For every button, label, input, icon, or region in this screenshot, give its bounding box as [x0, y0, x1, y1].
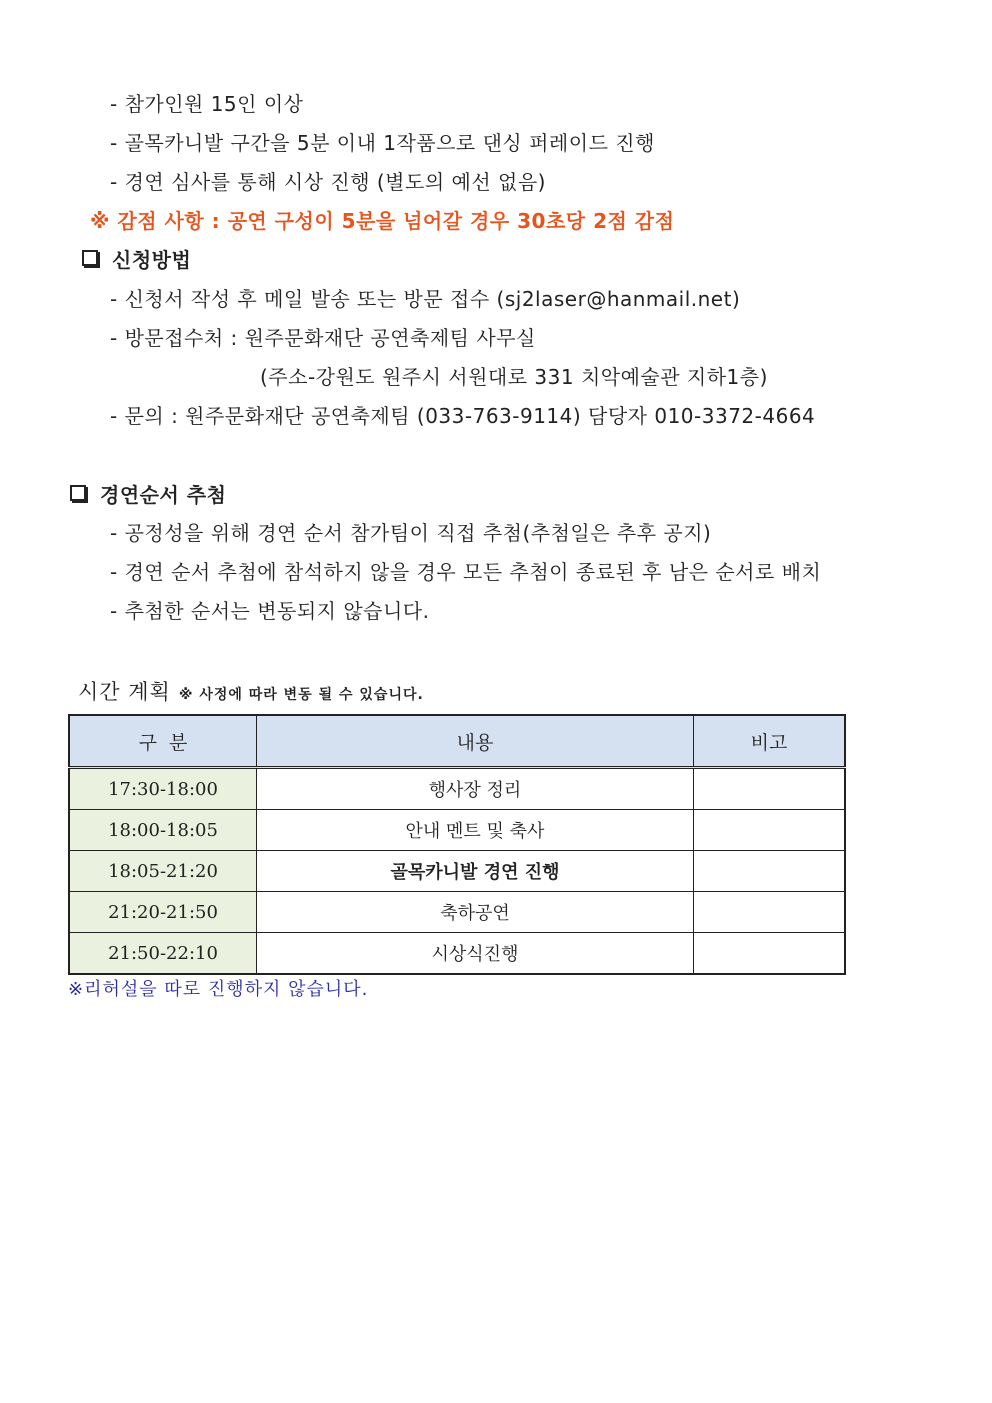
- time-cell: 17:30-18:00: [69, 768, 257, 810]
- header-content: 내용: [257, 715, 694, 768]
- header-section: 구 분: [69, 715, 257, 768]
- content-cell: 골목카니발 경연 진행: [257, 851, 694, 892]
- inquiry-line: - 문의 : 원주문화재단 공연축제팀 (033-763-9114) 담당자 010-3372-4664: [110, 404, 816, 428]
- content-cell: 축하공연: [257, 892, 694, 933]
- remark-cell: [694, 851, 846, 892]
- schedule-table: [68, 714, 846, 975]
- schedule-title: 시간 계획 ※ 사정에 따라 변동 될 수 있습니다.: [78, 680, 424, 704]
- remark-cell: [694, 933, 846, 975]
- checkbox-square-icon: [82, 250, 98, 266]
- table-row: [69, 933, 845, 975]
- header-remark: 비고: [694, 715, 846, 768]
- apply-heading: 신청방법: [82, 247, 191, 273]
- draw-absence-line: - 경연 순서 추첨에 참석하지 않을 경우 모든 추첨이 종료된 후 남은 순서로 배치: [110, 560, 822, 584]
- remark-cell: [694, 810, 846, 851]
- table-header-row: [69, 715, 845, 768]
- draw-heading: 경연순서 추첨: [70, 482, 226, 508]
- schedule-subtitle: ※ 사정에 따라 변동 될 수 있습니다.: [178, 687, 424, 703]
- rehearsal-note: ※리허설을 따로 진행하지 않습니다.: [68, 979, 369, 1000]
- address-line: (주소-강원도 원주시 서원대로 331 치악예술관 지하1층): [260, 365, 768, 389]
- table-row: [69, 768, 845, 810]
- draw-fixed-line: - 추첨한 순서는 변동되지 않습니다.: [110, 599, 430, 623]
- content-cell: 안내 멘트 및 축사: [257, 810, 694, 851]
- time-cell: 18:05-21:20: [69, 851, 257, 892]
- draw-fairness-line: - 공정성을 위해 경연 순서 참가팀이 직접 추첨(추첨일은 추후 공지): [110, 521, 712, 545]
- judging-line: - 경연 심사를 통해 시상 진행 (별도의 예선 없음): [110, 170, 546, 194]
- table-row: [69, 810, 845, 851]
- penalty-warning: ※ 감점 사항 : 공연 구성이 5분을 넘어갈 경우 30초당 2점 감점: [90, 209, 675, 233]
- table-row: [69, 851, 845, 892]
- content-cell: 행사장 정리: [257, 768, 694, 810]
- time-cell: 18:00-18:05: [69, 810, 257, 851]
- apply-method-line: - 신청서 작성 후 메일 발송 또는 방문 접수 (sj2laser@hanmail.net): [110, 287, 741, 311]
- content-cell: 시상식진행: [257, 933, 694, 975]
- parade-rule-line: - 골목카니발 구간을 5분 이내 1작품으로 댄싱 퍼레이드 진행: [110, 131, 655, 155]
- checkbox-square-icon: [70, 485, 86, 501]
- remark-cell: [694, 892, 846, 933]
- visit-location-line: - 방문접수처 : 원주문화재단 공연축제팀 사무실: [110, 326, 536, 350]
- remark-cell: [694, 768, 846, 810]
- time-cell: 21:20-21:50: [69, 892, 257, 933]
- participants-line: - 참가인원 15인 이상: [110, 92, 304, 116]
- time-cell: 21:50-22:10: [69, 933, 257, 975]
- table-row: [69, 892, 845, 933]
